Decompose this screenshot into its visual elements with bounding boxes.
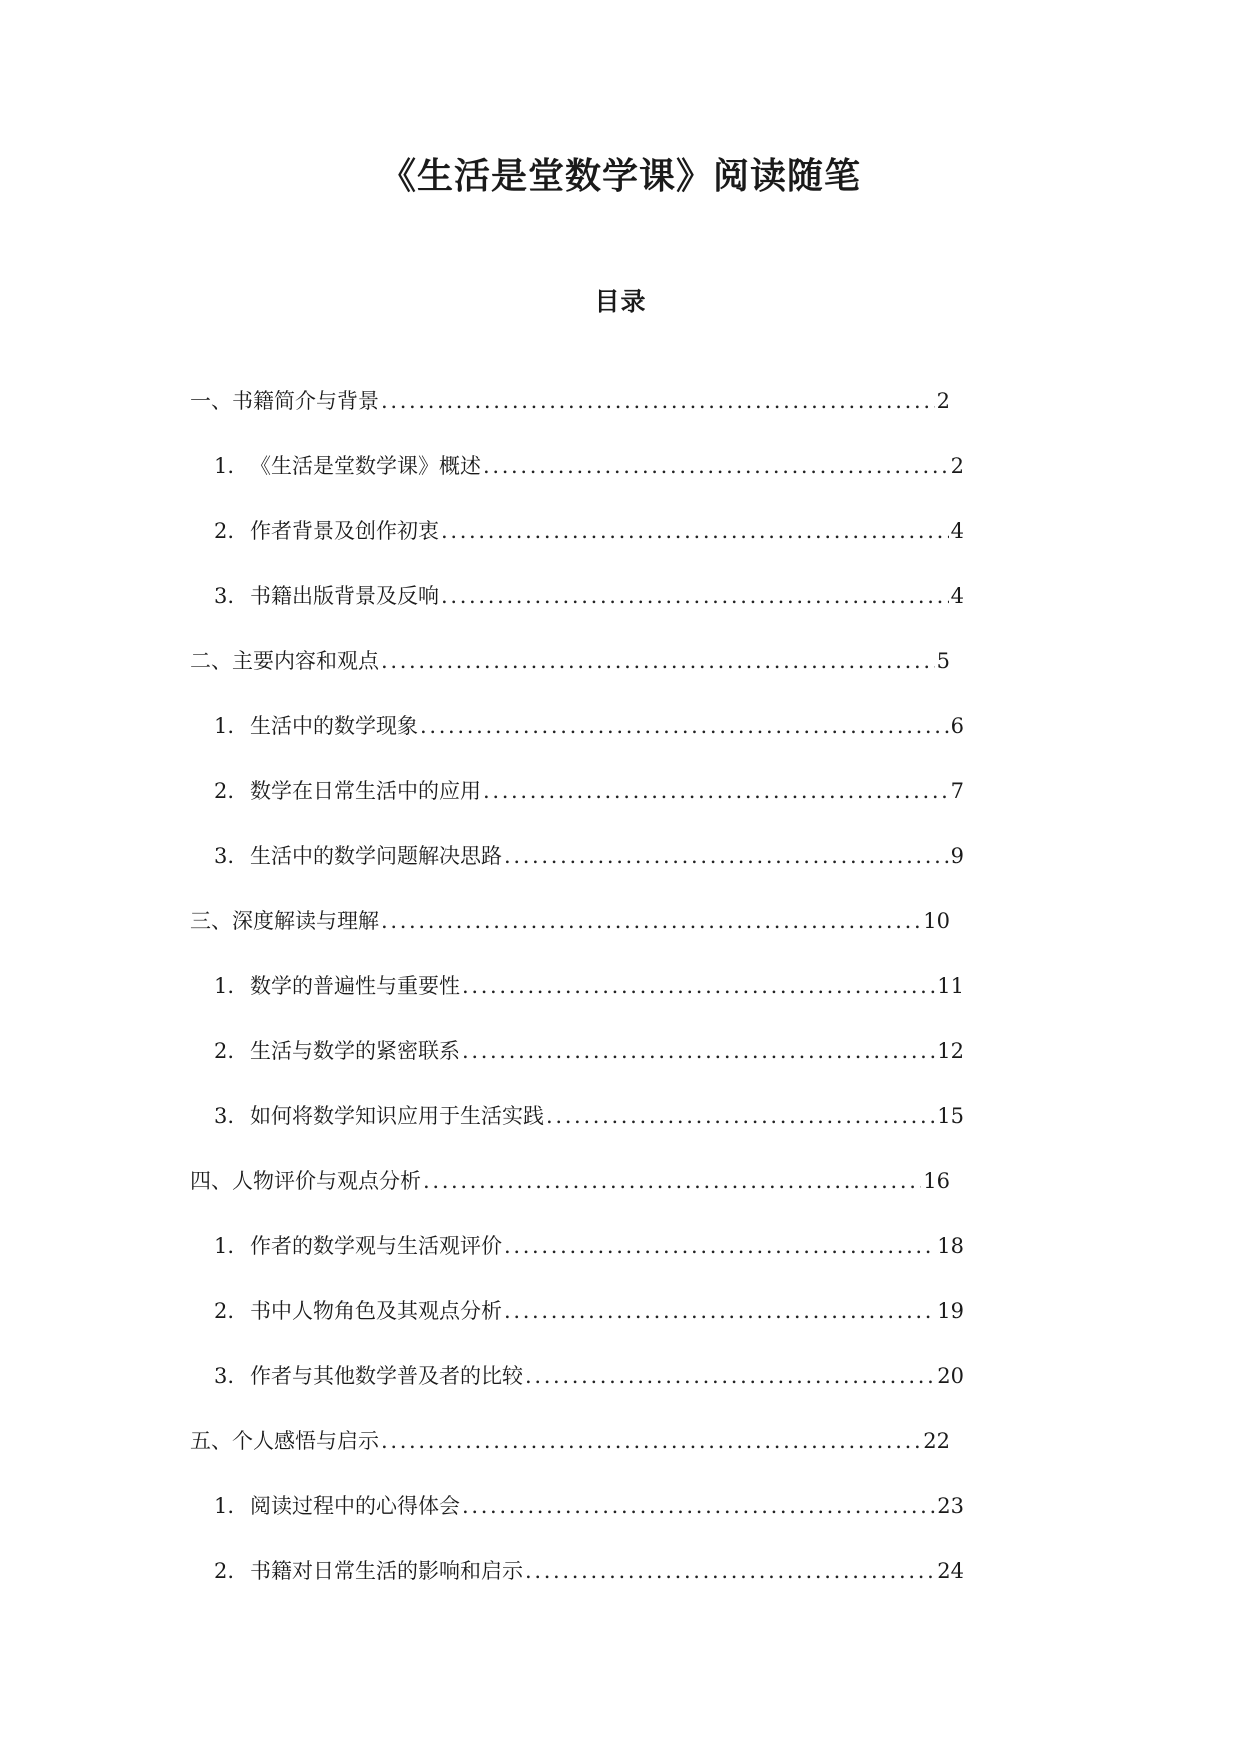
- toc-page-number: 2: [936, 389, 950, 413]
- toc-entry-number: 1.: [214, 1494, 235, 1518]
- toc-entry-number: 3.: [214, 844, 235, 868]
- toc-entry-1-2[interactable]: [0, 516, 1241, 581]
- toc-entry-section-5[interactable]: [0, 1426, 1241, 1491]
- toc-page-number: 7: [950, 779, 964, 803]
- toc-dot-leader: [483, 451, 949, 481]
- toc-dot-leader: [441, 581, 949, 611]
- toc-entry-number: 3.: [214, 1364, 235, 1388]
- toc-entry-label: 作者的数学观与生活观评价: [250, 1234, 502, 1258]
- toc-dot-leader: [462, 1036, 935, 1066]
- toc-page-number: 12: [937, 1039, 964, 1063]
- toc-entry-number: 3.: [214, 584, 235, 608]
- toc-dot-leader: [381, 1426, 921, 1456]
- toc-page-number: 4: [950, 519, 964, 543]
- toc-entry-5-2[interactable]: [0, 1556, 1241, 1621]
- toc-entry-number: 2.: [214, 1299, 235, 1323]
- toc-entry-label: 一、书籍简介与背景: [190, 389, 379, 413]
- toc-dot-leader: [420, 711, 949, 741]
- toc-entry-3-2[interactable]: [0, 1036, 1241, 1101]
- toc-entry-label: 书籍对日常生活的影响和启示: [250, 1559, 523, 1583]
- toc-entry-label: 三、深度解读与理解: [190, 909, 379, 933]
- toc-entry-section-4[interactable]: [0, 1166, 1241, 1231]
- toc-page-number: 11: [937, 974, 964, 998]
- toc-page-number: 6: [950, 714, 964, 738]
- table-of-contents: [0, 386, 1241, 1621]
- toc-page-number: 19: [937, 1299, 964, 1323]
- toc-entry-section-2[interactable]: [0, 646, 1241, 711]
- toc-dot-leader: [546, 1101, 935, 1131]
- toc-entry-number: 2.: [214, 519, 235, 543]
- toc-entry-2-1[interactable]: [0, 711, 1241, 776]
- toc-entry-2-3[interactable]: [0, 841, 1241, 906]
- toc-dot-leader: [483, 776, 949, 806]
- toc-page-number: 15: [937, 1104, 964, 1128]
- toc-entry-3-1[interactable]: [0, 971, 1241, 1036]
- toc-dot-leader: [381, 906, 921, 936]
- toc-page-number: 24: [937, 1559, 964, 1583]
- toc-entry-label: 书中人物角色及其观点分析: [250, 1299, 502, 1323]
- toc-page-number: 16: [923, 1169, 950, 1193]
- toc-dot-leader: [462, 1491, 935, 1521]
- toc-dot-leader: [525, 1361, 935, 1391]
- toc-entry-label: 如何将数学知识应用于生活实践: [250, 1104, 544, 1128]
- toc-dot-leader: [441, 516, 949, 546]
- toc-entry-label: 生活与数学的紧密联系: [250, 1039, 460, 1063]
- toc-entry-label: 生活中的数学问题解决思路: [250, 844, 502, 868]
- toc-entry-section-1[interactable]: [0, 386, 1241, 451]
- toc-entry-number: 2.: [214, 1559, 235, 1583]
- toc-entry-label: 二、主要内容和观点: [190, 649, 379, 673]
- toc-entry-number: 1.: [214, 454, 235, 478]
- toc-entry-label: 数学在日常生活中的应用: [250, 779, 481, 803]
- toc-entry-5-1[interactable]: [0, 1491, 1241, 1556]
- toc-page-number: 5: [936, 649, 950, 673]
- toc-entry-4-1[interactable]: [0, 1231, 1241, 1296]
- toc-page-number: 22: [923, 1429, 950, 1453]
- toc-entry-number: 1.: [214, 714, 235, 738]
- toc-dot-leader: [504, 1231, 935, 1261]
- toc-entry-number: 1.: [214, 974, 235, 998]
- toc-dot-leader: [504, 1296, 935, 1326]
- toc-entry-label: 作者背景及创作初衷: [250, 519, 439, 543]
- toc-entry-number: 2.: [214, 1039, 235, 1063]
- toc-entry-2-2[interactable]: [0, 776, 1241, 841]
- toc-dot-leader: [504, 841, 949, 871]
- toc-entry-label: 五、个人感悟与启示: [190, 1429, 379, 1453]
- toc-page-number: 9: [950, 844, 964, 868]
- toc-entry-1-3[interactable]: [0, 581, 1241, 646]
- toc-entry-3-3[interactable]: [0, 1101, 1241, 1166]
- toc-dot-leader: [381, 646, 935, 676]
- toc-entry-label: 生活中的数学现象: [250, 714, 418, 738]
- toc-page-number: 18: [937, 1234, 964, 1258]
- toc-entry-number: 1.: [214, 1234, 235, 1258]
- toc-page-number: 23: [937, 1494, 964, 1518]
- toc-entry-4-2[interactable]: [0, 1296, 1241, 1361]
- toc-entry-label: 书籍出版背景及反响: [250, 584, 439, 608]
- toc-dot-leader: [525, 1556, 935, 1586]
- toc-entry-label: 作者与其他数学普及者的比较: [250, 1364, 523, 1388]
- toc-entry-4-3[interactable]: [0, 1361, 1241, 1426]
- toc-dot-leader: [381, 386, 935, 416]
- toc-entry-section-3[interactable]: [0, 906, 1241, 971]
- toc-page-number: 2: [950, 454, 964, 478]
- toc-page-number: 20: [937, 1364, 964, 1388]
- toc-dot-leader: [423, 1166, 921, 1196]
- toc-page-number: 10: [923, 909, 950, 933]
- toc-entry-1-1[interactable]: [0, 451, 1241, 516]
- toc-heading: 目录: [594, 287, 647, 316]
- toc-entry-label: 四、人物评价与观点分析: [190, 1169, 421, 1193]
- toc-entry-label: 阅读过程中的心得体会: [250, 1494, 460, 1518]
- toc-page-number: 4: [950, 584, 964, 608]
- toc-dot-leader: [462, 971, 935, 1001]
- document-title: 《生活是堂数学课》阅读随笔: [379, 156, 861, 197]
- toc-entry-label: 《生活是堂数学课》概述: [250, 454, 481, 478]
- toc-entry-label: 数学的普遍性与重要性: [250, 974, 460, 998]
- toc-entry-number: 2.: [214, 779, 235, 803]
- toc-entry-number: 3.: [214, 1104, 235, 1128]
